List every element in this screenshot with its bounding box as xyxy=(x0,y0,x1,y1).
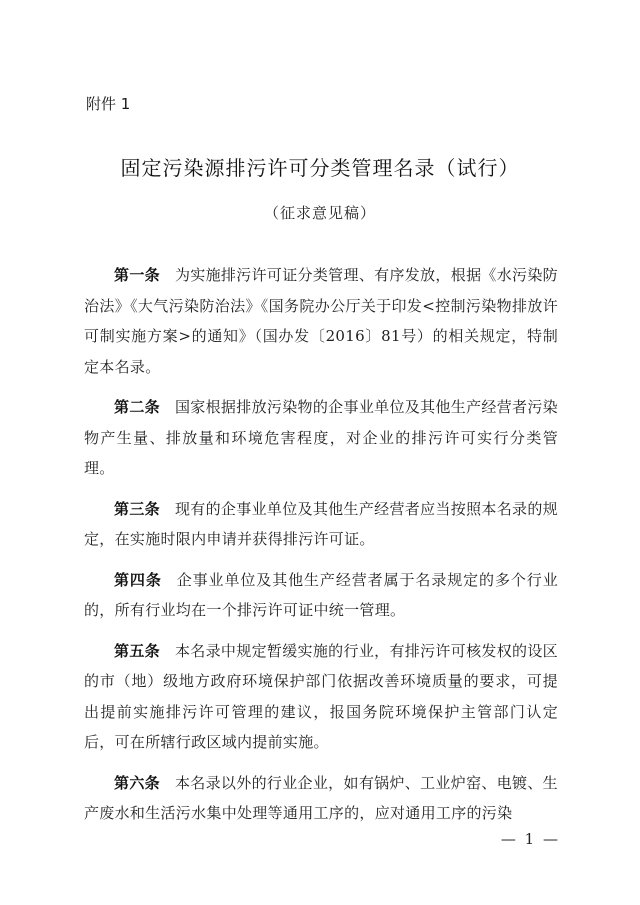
article-heading: 第二条 xyxy=(114,398,160,416)
document-title: 固定污染源排污许可分类管理名录（试行） xyxy=(120,156,520,180)
document-body xyxy=(84,260,558,839)
article-heading: 第六条 xyxy=(114,773,160,792)
article-1 xyxy=(84,260,558,382)
article-text: 为实施排污许可证分类管理、有序发放，根据《水污染防治法》《大气污染防治法》《国务院办公厅关于印发<控制污染物排放许可制实施方案>的通知》（国办发〔2016〕81号）的相关规定，特制定本名录。 xyxy=(84,266,558,376)
article-text: 国家根据排放污染物的企事业单位及其他生产经营者污染物产生量、排放量和环境危害程度，对企业的排污许可实行分类管理。 xyxy=(84,398,558,477)
article-heading: 第一条 xyxy=(114,266,160,284)
article-2 xyxy=(84,392,558,484)
article-text: 本名录中规定暂缓实施的行业，有排污许可核发权的设区的市（地）级地方政府环境保护部门依据改善环境质量的要求，可提出提前实施排污许可管理的建议，报国务院环境保护主管部门认定后，可在所辖行政区域内提前实施。 xyxy=(84,641,558,751)
article-4 xyxy=(84,565,558,626)
document-subtitle: （征求意见稿） xyxy=(263,204,376,222)
article-5 xyxy=(84,636,558,758)
article-6 xyxy=(84,768,558,829)
article-heading: 第四条 xyxy=(114,570,162,589)
page-number: — 1 — xyxy=(500,830,560,848)
article-text: 企事业单位及其他生产经营者属于名录规定的多个行业的，所有行业均在一个排污许可证中统一管理。 xyxy=(84,570,558,619)
article-3 xyxy=(84,494,558,555)
article-text: 本名录以外的行业企业，如有锅炉、工业炉窑、电镀、生产废水和生活污水集中处理等通用工序的，应对通用工序的污染 xyxy=(84,773,558,822)
article-text: 现有的企事业单位及其他生产经营者应当按照本名录的规定，在实施时限内申请并获得排污许可证。 xyxy=(84,499,558,548)
article-heading: 第三条 xyxy=(114,499,160,518)
article-heading: 第五条 xyxy=(114,641,160,660)
attachment-label: 附件 1 xyxy=(86,95,131,113)
